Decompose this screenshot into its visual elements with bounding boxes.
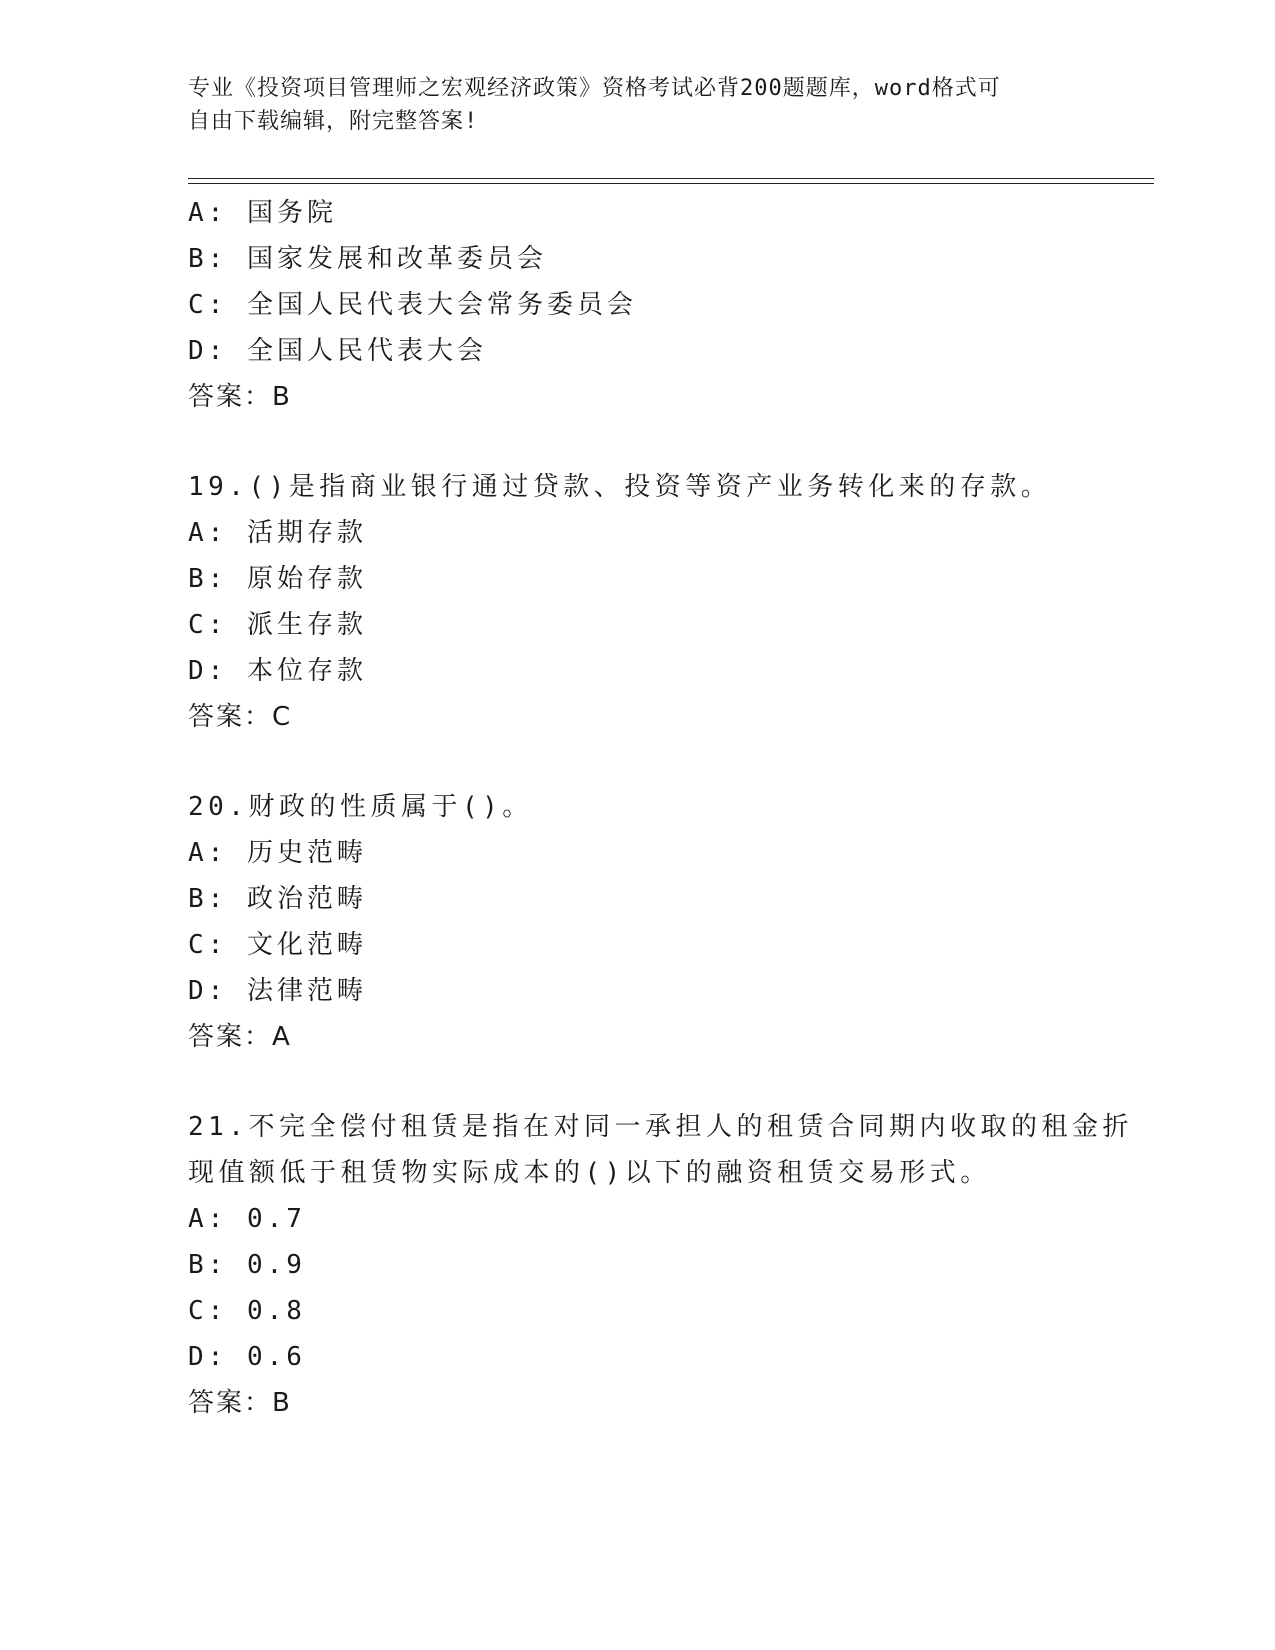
question-block <box>188 190 1088 420</box>
question-text: 19.()是指商业银行通过贷款、投资等资产业务转化来的存款。 <box>188 472 1052 502</box>
option-b: B: 0.9 <box>188 1250 306 1280</box>
question-text: 20.财政的性质属于()。 <box>188 792 533 822</box>
question-text-line-1: 21.不完全偿付租赁是指在对同一承担人的租赁合同期内收取的租金折 <box>188 1112 1133 1142</box>
block-spacer <box>188 420 1088 464</box>
answer-line: 答案：B <box>188 1388 292 1418</box>
option-b: B: 原始存款 <box>188 564 367 594</box>
block-spacer <box>188 740 1088 784</box>
option-c: C: 0.8 <box>188 1296 306 1326</box>
option-d: D: 法律范畴 <box>188 976 367 1006</box>
question-block <box>188 784 1088 1060</box>
option-d: D: 全国人民代表大会 <box>188 336 487 366</box>
header-rule-top <box>188 178 1154 179</box>
option-d: D: 0.6 <box>188 1342 306 1372</box>
question-block <box>188 1104 1133 1426</box>
answer-line: 答案：C <box>188 702 293 732</box>
option-b: B: 国家发展和改革委员会 <box>188 244 547 274</box>
option-b: B: 政治范畴 <box>188 884 367 914</box>
answer-line: 答案：A <box>188 1022 292 1052</box>
option-c: C: 全国人民代表大会常务委员会 <box>188 290 637 320</box>
question-block <box>188 464 1088 740</box>
answer-line: 答案：B <box>188 382 292 412</box>
header-line-1: 专业《投资项目管理师之宏观经济政策》资格考试必背200题题库，word格式可 <box>188 76 1001 101</box>
question-list <box>188 190 1133 1426</box>
option-c: C: 文化范畴 <box>188 930 367 960</box>
option-a: A: 活期存款 <box>188 518 367 548</box>
question-text-line-2: 现值额低于租赁物实际成本的()以下的融资租赁交易形式。 <box>188 1158 991 1188</box>
option-a: A: 历史范畴 <box>188 838 367 868</box>
header-line-2: 自由下载编辑，附完整答案! <box>188 109 479 134</box>
option-d: D: 本位存款 <box>188 656 367 686</box>
option-c: C: 派生存款 <box>188 610 367 640</box>
header-rule-bottom <box>188 183 1154 184</box>
document-header <box>188 72 1068 138</box>
option-a: A: 国务院 <box>188 198 337 228</box>
option-a: A: 0.7 <box>188 1204 306 1234</box>
block-spacer <box>188 1060 1088 1104</box>
